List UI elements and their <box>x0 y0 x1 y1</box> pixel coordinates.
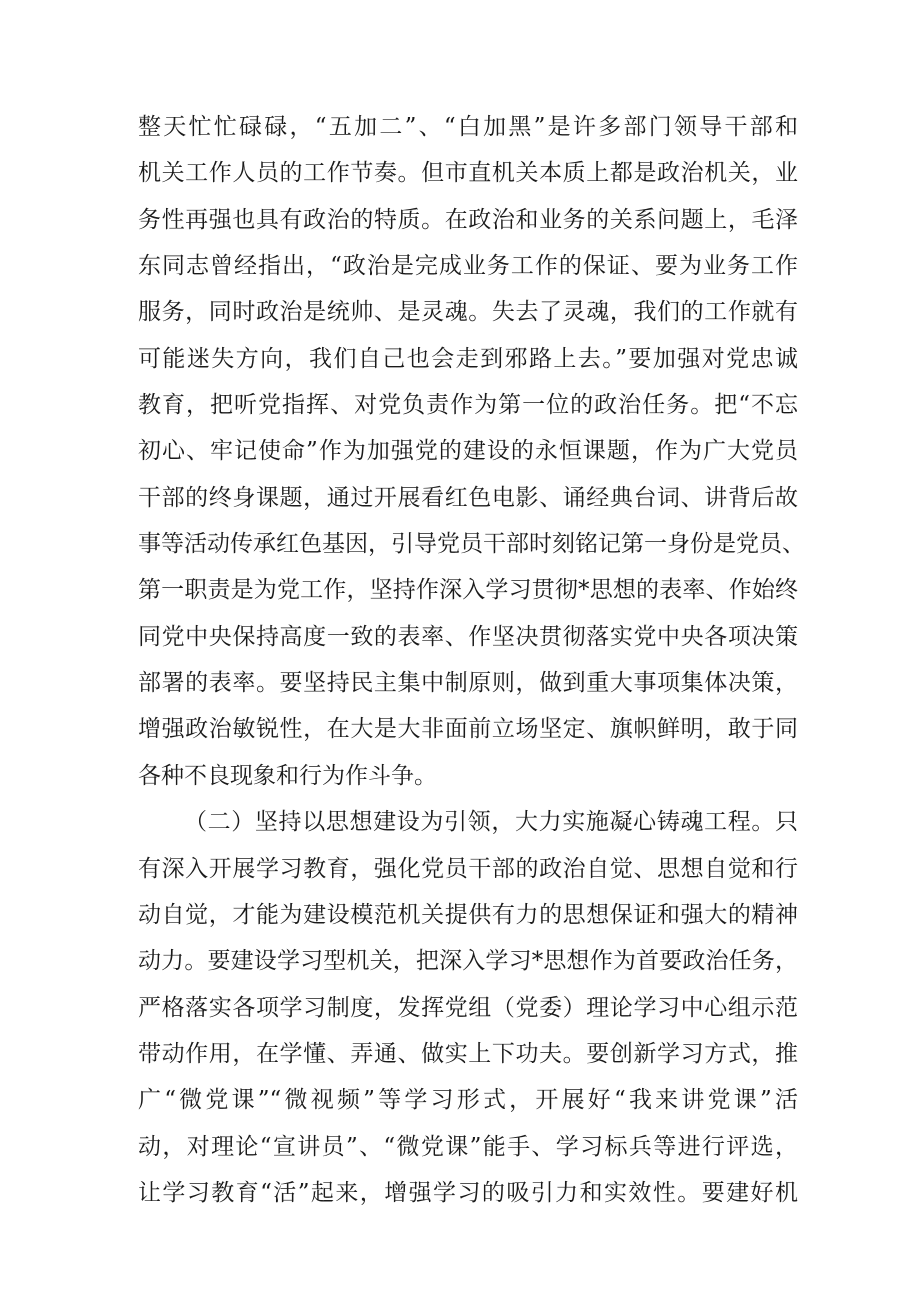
paragraph-1-line-10: 事等活动传承红色基因，引导党员干部时刻铭记第一身份是党员、 <box>138 531 805 558</box>
paragraph-1-line-13: 部署的表率。要坚持民主集中制原则，做到重大事项集体决策， <box>138 670 798 697</box>
paragraph-1-line-7: 教育，把听党指挥、对党负责作为第一位的政治任务。把“不忘 <box>138 392 798 419</box>
paragraph-1-line-1: 整天忙忙碌碌，“五加二”、“白加黑”是许多部门领导干部和 <box>138 114 798 140</box>
paragraph-1-line-2: 机关工作人员的工作节奏。但市直机关本质上都是政治机关，业 <box>138 160 798 187</box>
paragraph-2-line-2: 有深入开展学习教育，强化党员干部的政治自觉、思想自觉和行 <box>138 855 798 882</box>
paragraph-2-line-3: 动自觉，才能为建设模范机关提供有力的思想保证和强大的精神 <box>138 901 798 928</box>
paragraph-2-line-9: 让学习教育“活”起来，增强学习的吸引力和实效性。要建好机 <box>138 1179 798 1206</box>
paragraph-1-line-11: 第一职责是为党工作，坚持作深入学习贯彻*思想的表率、作始终 <box>138 577 798 604</box>
paragraph-1-line-4: 东同志曾经指出，“政治是完成业务工作的保证、要为业务工作 <box>138 253 798 280</box>
paragraph-2-line-5: 严格落实各项学习制度，发挥党组（党委）理论学习中心组示范 <box>138 994 798 1021</box>
paragraph-2-line-7: 广“微党课”“微视频”等学习形式，开展好“我来讲党课”活 <box>138 1087 798 1114</box>
paragraph-1-line-9: 干部的终身课题，通过开展看红色电影、诵经典台词、讲背后故 <box>138 484 798 511</box>
paragraph-1-line-15: 各种不良现象和行为作斗争。 <box>138 762 437 789</box>
paragraph-1-line-5: 服务，同时政治是统帅、是灵魂。失去了灵魂，我们的工作就有 <box>138 299 798 326</box>
paragraph-2-line-4: 动力。要建设学习型机关，把深入学习*思想作为首要政治任务， <box>138 948 798 975</box>
paragraph-2-line-1: （二）坚持以思想建设为引领，大力实施凝心铸魂工程。只 <box>184 809 798 836</box>
paragraph-1-line-12: 同党中央保持高度一致的表率、作坚决贯彻落实党中央各项决策 <box>138 623 798 650</box>
document-body <box>138 104 805 1216</box>
paragraph-1-line-8: 初心、牢记使命”作为加强党的建设的永恒课题，作为广大党员 <box>138 438 798 465</box>
paragraph-2-line-6: 带动作用，在学懂、弄通、做实上下功夫。要创新学习方式，推 <box>138 1040 798 1067</box>
paragraph-1-line-6: 可能迷失方向，我们自己也会走到邪路上去。”要加强对党忠诚 <box>138 345 798 372</box>
paragraph-1-line-14: 增强政治敏锐性，在大是大非面前立场坚定、旗帜鲜明，敢于同 <box>138 716 798 743</box>
paragraph-2-line-8: 动，对理论“宣讲员”、“微党课”能手、学习标兵等进行评选， <box>138 1133 798 1160</box>
paragraph-1-line-3: 务性再强也具有政治的特质。在政治和业务的关系问题上，毛泽 <box>138 206 798 233</box>
